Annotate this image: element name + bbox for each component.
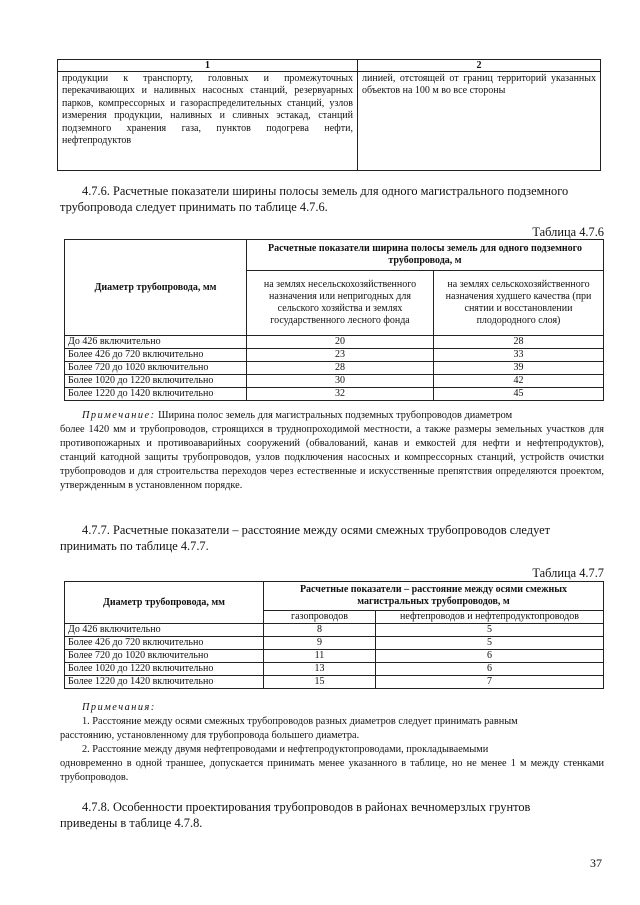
table-row xyxy=(65,362,604,375)
value-cell: 42 xyxy=(434,375,604,388)
diameter-cell: До 426 включительно xyxy=(65,624,264,637)
value-cell: 11 xyxy=(264,650,376,663)
table-row xyxy=(65,676,604,689)
paragraph-continuation: принимать по таблице 4.7.7. xyxy=(60,538,209,553)
zone-objects-cell: продукции к транспорту, головных и промежуточных перекачивающих и наливных насосных станций, резервуарных парков, компрессорных и газораспределительных станций, узлов измерения продукции, наливных и сливных эстакад, станций подземного хранения газа, пунктов подогрева нефти, нефтепродуктов xyxy=(58,72,358,171)
paragraph-first-line: 4.7.8. Особенности проектирования трубопроводов в районах вечномерзлых грунтов xyxy=(82,800,531,814)
paragraph-4-7-6 xyxy=(60,184,604,215)
value-cell: 30 xyxy=(247,375,434,388)
value-cell: 45 xyxy=(434,388,604,401)
value-cell: 39 xyxy=(434,362,604,375)
table-row xyxy=(65,388,604,401)
zone-distance-cell: линией, отстоящей от границ территорий указанных объектов на 100 м во все стороны xyxy=(358,72,601,171)
value-cell: 7 xyxy=(376,676,604,689)
diameter-cell: Более 426 до 720 включительно xyxy=(65,349,247,362)
table-row xyxy=(65,663,604,676)
page-number: 37 xyxy=(590,856,602,870)
value-cell: 28 xyxy=(247,362,434,375)
col1-header: 1 xyxy=(58,60,358,72)
diameter-cell: Более 720 до 1020 включительно xyxy=(65,362,247,375)
value-cell: 5 xyxy=(376,637,604,650)
value-cell: 23 xyxy=(247,349,434,362)
table-4-7-6 xyxy=(64,239,604,401)
diameter-cell: Более 720 до 1020 включительно xyxy=(65,650,264,663)
diameter-cell: Более 426 до 720 включительно xyxy=(65,637,264,650)
diameter-cell: Более 1220 до 1420 включительно xyxy=(65,388,247,401)
value-cell: 9 xyxy=(264,637,376,650)
table-caption-4-7-7: Таблица 4.7.7 xyxy=(532,566,604,580)
value-cell: 8 xyxy=(264,624,376,637)
table-4-7-7 xyxy=(64,581,604,689)
distance-header: Расчетные показатели – расстояние между осями смежных магистральных трубопроводов, м xyxy=(264,582,604,611)
note-continuation: более 1420 мм и трубопроводов, строящихся в труднопроходимой местности, а также размеры земельных участков для противопожарных и противоаварийных сооружений (обвалований, канав и емкостей для нефти и нефтепродуктов), станций катодной защиты трубопроводов, узлов подключения насосных и компрессорных станций, устройств очистки трубопроводов и для строительства переходов через естественные и искусственные препятствия определяются проектом, утвержденным в установленном порядке. xyxy=(60,424,604,491)
value-cell: 33 xyxy=(434,349,604,362)
non-agricultural-header: на землях несельскохозяйственного назначения или непригодных для сельского хозяйства и землях государственного лесного фонда xyxy=(247,271,434,336)
diameter-header: Диаметр трубопровода, мм xyxy=(65,582,264,624)
diameter-cell: Более 1020 до 1220 включительно xyxy=(65,375,247,388)
value-cell: 6 xyxy=(376,650,604,663)
gas-pipelines-header: газопроводов xyxy=(264,611,376,624)
table-caption-4-7-6: Таблица 4.7.6 xyxy=(532,225,604,239)
note-2-rest: одновременно в одной траншее, допускается принимать менее указанного в таблице, но не менее 1 м между стенками трубопроводов. xyxy=(60,758,604,783)
paragraph-continuation: трубопровода следует принимать по таблице 4.7.6. xyxy=(60,199,328,214)
table-row xyxy=(65,650,604,663)
continuation-table xyxy=(57,59,601,171)
table-row xyxy=(65,637,604,650)
table-row xyxy=(65,375,604,388)
note-label: Примечание: xyxy=(82,410,156,421)
paragraph-first-line: 4.7.6. Расчетные показатели ширины полосы земель для одного магистрального подземного xyxy=(82,184,569,198)
agricultural-header: на землях сельскохозяйственного назначения худшего качества (при снятии и восстановлении плодородного слоя) xyxy=(434,271,604,336)
paragraph-4-7-8 xyxy=(60,800,604,831)
value-cell: 20 xyxy=(247,336,434,349)
value-cell: 15 xyxy=(264,676,376,689)
paragraph-first-line: 4.7.7. Расчетные показатели – расстояние между осями смежных трубопроводов следует xyxy=(82,523,551,537)
note-2-first: 2. Расстояние между двумя нефтепроводами и нефтепродуктопроводами, прокладываемыми xyxy=(82,744,489,755)
col2-header: 2 xyxy=(358,60,601,72)
note-1-first: 1. Расстояние между осями смежных трубопроводов разных диаметров следует принимать равным xyxy=(82,716,518,727)
value-cell: 32 xyxy=(247,388,434,401)
table-row xyxy=(65,336,604,349)
paragraph-4-7-7 xyxy=(60,523,604,554)
note-4-7-6 xyxy=(60,409,604,493)
diameter-cell: Более 1220 до 1420 включительно xyxy=(65,676,264,689)
table-row xyxy=(65,349,604,362)
value-cell: 5 xyxy=(376,624,604,637)
note-1-rest: расстоянию, установленному для трубопровода большего диаметра. xyxy=(60,730,360,741)
value-cell: 28 xyxy=(434,336,604,349)
diameter-header: Диаметр трубопровода, мм xyxy=(65,240,247,336)
value-cell: 13 xyxy=(264,663,376,676)
diameter-cell: До 426 включительно xyxy=(65,336,247,349)
width-header: Расчетные показатели ширина полосы земель для одного подземного трубопровода, м xyxy=(247,240,604,271)
notes-4-7-7 xyxy=(60,701,604,785)
notes-label: Примечания: xyxy=(82,702,156,713)
diameter-cell: Более 1020 до 1220 включительно xyxy=(65,663,264,676)
oil-pipelines-header: нефтепроводов и нефтепродуктопроводов xyxy=(376,611,604,624)
table-row xyxy=(65,624,604,637)
value-cell: 6 xyxy=(376,663,604,676)
paragraph-continuation: приведены в таблице 4.7.8. xyxy=(60,815,203,830)
note-text: Ширина полос земель для магистральных подземных трубопроводов диаметром xyxy=(158,410,513,421)
